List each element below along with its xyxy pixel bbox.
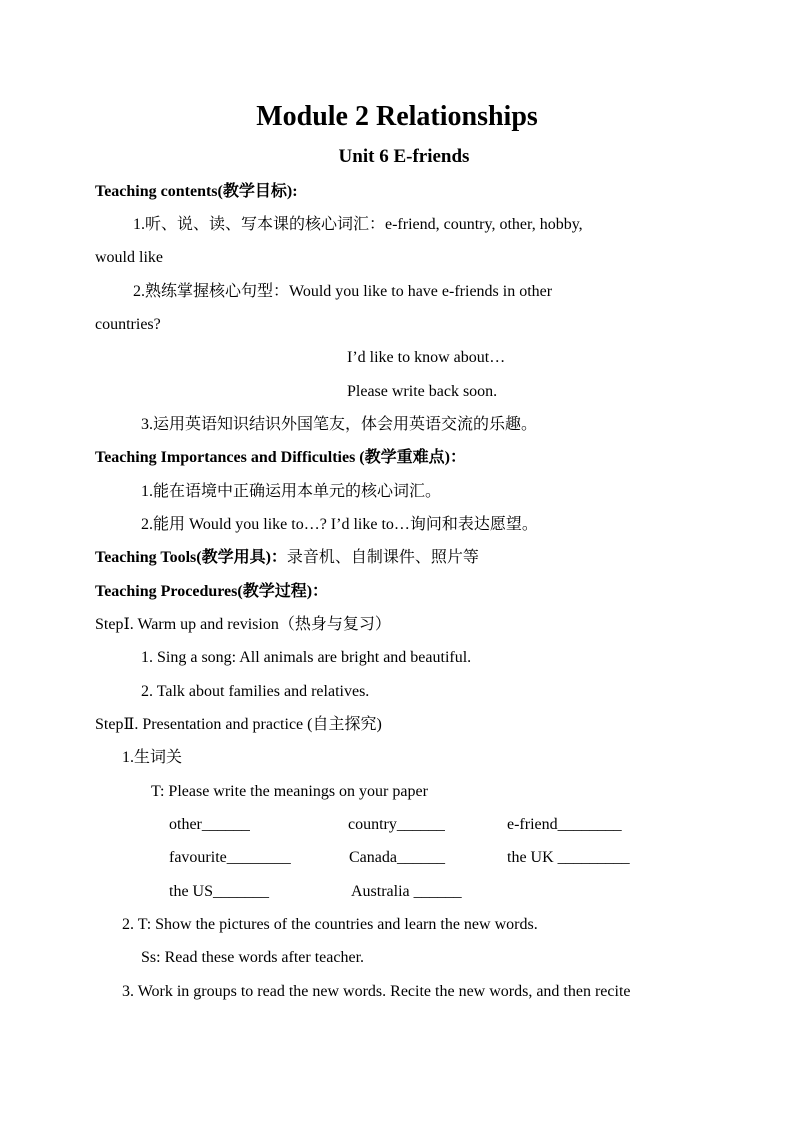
vocab-the-us: the US_______ bbox=[169, 883, 269, 900]
step-2-item-1: 1.生词关 bbox=[122, 749, 183, 766]
contents-item-3: 3.运用英语知识结识外国笔友，体会用英语交流的乐趣。 bbox=[141, 416, 538, 433]
step-2-item-2-response: Ss: Read these words after teacher. bbox=[141, 949, 365, 966]
step-2-item-3: 3. Work in groups to read the new words. Recite the new words, and then recite bbox=[122, 983, 631, 1000]
importances-item-1: 1.能在语境中正确运用本单元的核心词汇。 bbox=[141, 483, 442, 500]
step-1-item-1: 1. Sing a song: All animals are bright and beautiful. bbox=[141, 649, 472, 666]
unit-subtitle: Unit 6 E-friends bbox=[338, 146, 470, 167]
contents-item-2: 2.熟练掌握核心句型：Would you like to have e-friends in other bbox=[133, 283, 553, 300]
vocab-canada: Canada______ bbox=[349, 849, 445, 866]
contents-item-2-continued: countries? bbox=[95, 316, 161, 333]
step-2-item-2: 2. T: Show the pictures of the countries and learn the new words. bbox=[122, 916, 538, 933]
vocab-the-uk: the UK _________ bbox=[507, 849, 630, 866]
importances-item-2: 2.能用 Would you like to…? I’d like to…询问和表达愿望。 bbox=[141, 516, 538, 533]
vocab-favourite: favourite________ bbox=[169, 849, 291, 866]
contents-sentence-2: Please write back soon. bbox=[347, 383, 498, 400]
step-1-item-2: 2. Talk about families and relatives. bbox=[141, 683, 370, 700]
importances-heading: Teaching Importances and Difficulties (教学重难点)： bbox=[95, 449, 466, 466]
module-title: Module 2 Relationships bbox=[256, 101, 538, 132]
teaching-tools-heading: Teaching Tools(教学用具)： bbox=[95, 549, 287, 566]
teaching-tools-text: 录音机、自制课件、照片等 bbox=[286, 549, 479, 566]
procedures-heading: Teaching Procedures(教学过程)： bbox=[95, 583, 329, 600]
contents-item-1-continued: would like bbox=[95, 249, 163, 266]
vocab-country: country______ bbox=[348, 816, 445, 833]
vocab-australia: Australia ______ bbox=[351, 883, 462, 900]
vocab-other: other______ bbox=[169, 816, 250, 833]
step-2-title: StepⅡ. Presentation and practice (自主探究) bbox=[95, 716, 382, 733]
teaching-contents-heading: Teaching contents(教学目标): bbox=[95, 183, 298, 200]
vocab-e-friend: e-friend________ bbox=[507, 816, 622, 833]
step-1-title: StepⅠ. Warm up and revision（热身与复习） bbox=[95, 616, 391, 633]
contents-item-1: 1.听、说、读、写本课的核心词汇：e-friend, country, other, hobby, bbox=[133, 216, 583, 233]
contents-sentence-1: I’d like to know about… bbox=[347, 349, 506, 366]
teaching-tools-line bbox=[95, 546, 479, 570]
step-2-instruction: T: Please write the meanings on your paper bbox=[151, 783, 428, 800]
